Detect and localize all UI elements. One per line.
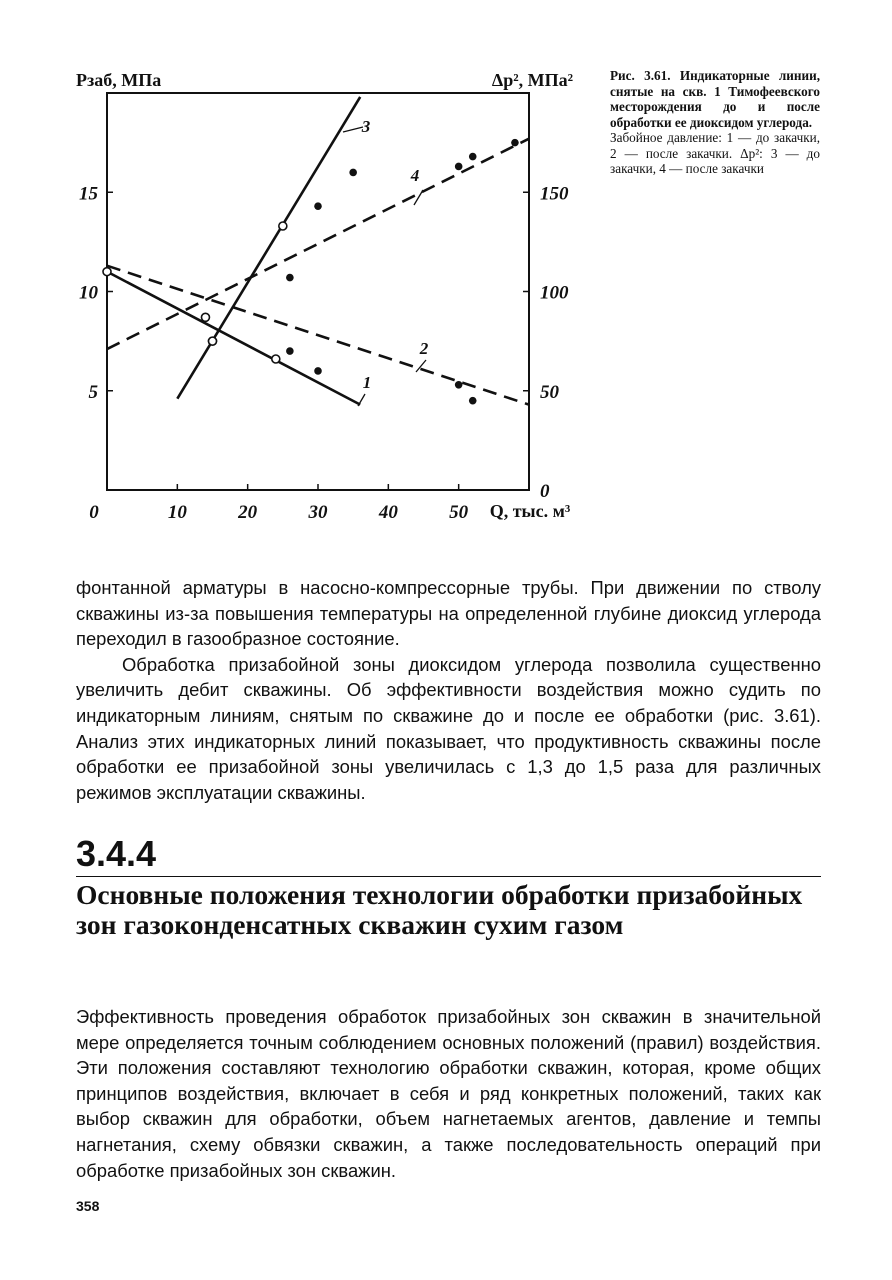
series-1-filled-point	[314, 367, 322, 375]
section-title: Основные положения технологии обработки призабойных зон газоконденсатных скважин сухим газом	[76, 879, 803, 940]
indicator-chart	[60, 50, 590, 530]
x-axis-title: Q, тыс. м³	[489, 501, 571, 521]
x-tick-label: 0	[89, 502, 99, 523]
lines-layer	[107, 97, 529, 405]
paragraph-3: Эффективность проведения обработок призабойных зон скважин в значительной мере определяется точным соблюдением основных положений (правил) воздействия. Эти положения составляют технологию обработки скважин, которая, кроме общих принципов воздействия, включает в себя и ряд конкретных положений, таких как выбор скважин для обработки, объем нагнетаемых агентов, давление и темпы нагнетания, схему обвязки скважин, а также последовательность операций при обработке призабойных зон скважин.	[76, 1006, 821, 1181]
series-2-filled-point	[455, 381, 463, 389]
body-text-upper	[76, 575, 821, 805]
series-3-hollow-point	[279, 222, 287, 230]
paragraph-1: фонтанной арматуры в насосно-компрессорные трубы. При движении по стволу скважины из-за повышения температуры на определенной глубине диоксид углерода переходил в газообразное состояние.	[76, 577, 821, 650]
curve-3-label: 3	[361, 117, 371, 136]
y-right-tick-label: 150	[540, 183, 569, 205]
x-tick-label: 20	[238, 502, 258, 523]
curve-4-label: 4	[410, 166, 420, 185]
series-4-filled-point	[511, 139, 519, 147]
curve-1-leader	[358, 394, 365, 406]
series-4-filled-point	[286, 274, 294, 282]
series-1-hollow-point	[103, 268, 111, 276]
plot-frame	[107, 93, 529, 490]
series-1-line	[107, 272, 360, 405]
y-right-tick-label: 100	[540, 282, 569, 304]
body-text-lower	[76, 1004, 821, 1183]
series-2-hollow-point	[201, 313, 209, 321]
ticks-layer	[79, 183, 569, 523]
y-right-tick-label: 50	[540, 381, 559, 403]
figure	[60, 50, 590, 530]
series-2-filled-point	[469, 397, 477, 405]
series-3-line	[177, 97, 360, 399]
series-4-filled-point	[314, 202, 322, 210]
y-left-tick-label: 15	[79, 183, 98, 205]
x-tick-label: 10	[167, 502, 187, 523]
figure-caption	[610, 68, 820, 177]
curve-3-leader	[343, 127, 363, 132]
series-1-filled-point	[286, 347, 294, 355]
series-4-filled-point	[349, 169, 357, 177]
series-1-hollow-point	[272, 355, 280, 363]
y-right-axis-title: Δp², МПа²	[491, 70, 573, 90]
y-left-axis-title: Pзаб, МПа	[76, 70, 162, 90]
series-4-line	[107, 139, 529, 349]
section-number: 3.4.4	[76, 833, 157, 874]
curve-1-label: 1	[362, 373, 372, 392]
x-tick-label: 40	[378, 502, 398, 523]
paragraph-2: Обработка призабойной зоны диоксидом углерода позволила существенно увеличить дебит скважины. Об эффективности воздействия можно судить по индикаторным линиям, снятым по скважине до и после ее обработки (рис. 3.61). Анализ этих индикаторных линий показывает, что продуктивность скважины после обработки ее призабойной зоны увеличилась с 1,3 до 1,5 раза для различных режимов эксплуатации скважины.	[76, 653, 821, 803]
curve-2-label: 2	[419, 339, 429, 358]
caption-body: Забойное давление: 1 — до закачки, 2 — после закачки. Δp²: 3 — до закачки, 4 — после закачки	[610, 130, 820, 176]
page-number: 358	[76, 1198, 100, 1214]
x-tick-label: 50	[449, 502, 469, 523]
caption-title: Рис. 3.61. Индикаторные линии, снятые на скв. 1 Тимофеевского месторождения до и после обработки ее диоксидом углерода.	[610, 68, 820, 130]
section-rule	[76, 876, 821, 877]
series-3-hollow-point	[209, 337, 217, 345]
labels-layer	[343, 117, 429, 406]
y-left-tick-label: 10	[79, 282, 98, 304]
series-4-filled-point	[455, 163, 463, 171]
curve-4-leader	[414, 190, 423, 205]
series-4-filled-point	[469, 153, 477, 161]
x-tick-label: 30	[308, 502, 328, 523]
y-left-tick-label: 5	[88, 381, 98, 403]
y-right-tick-label: 0	[540, 481, 550, 502]
